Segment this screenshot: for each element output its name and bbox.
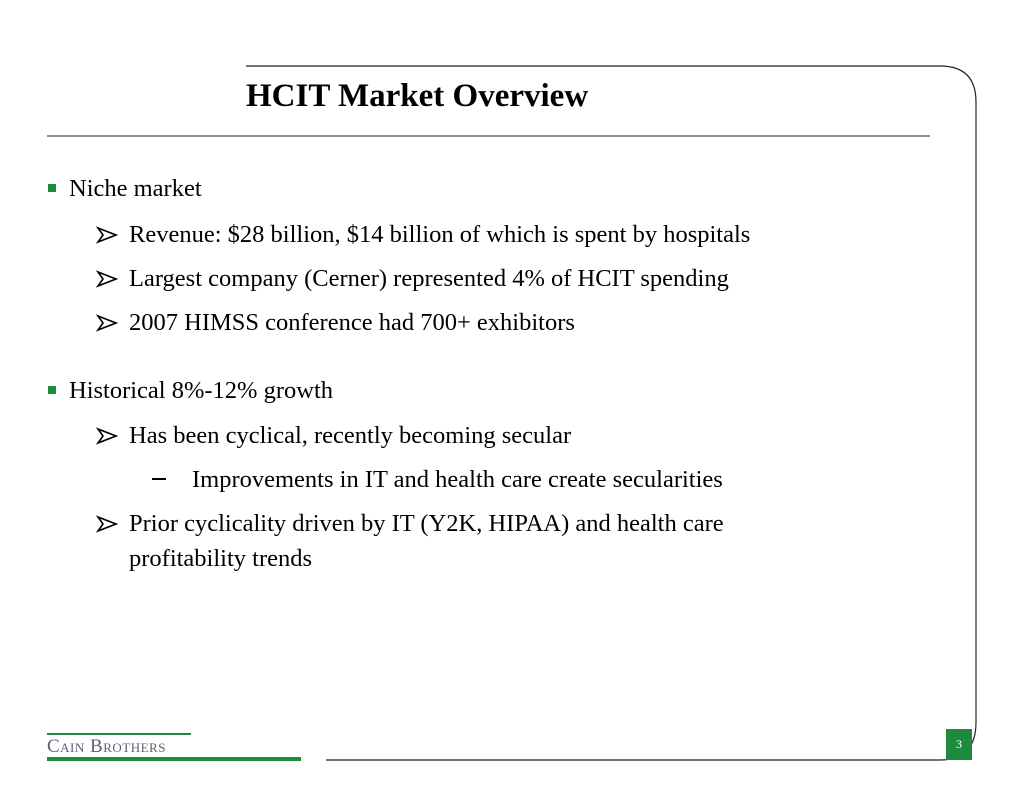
arrow-bullet-icon	[96, 515, 118, 533]
item-prior-cyclicality: Prior cyclicality driven by IT (Y2K, HIPAA) and health care	[129, 510, 724, 537]
arrow-bullet-icon	[96, 270, 118, 288]
arrow-bullet-icon	[96, 314, 118, 332]
cain-brothers-logo: Cain Brothers	[47, 736, 166, 757]
arrow-bullet-icon	[96, 427, 118, 445]
item-cyclical: Has been cyclical, recently becoming secular	[129, 422, 572, 449]
bullet-square-icon	[48, 386, 56, 394]
dash-bullet-icon	[152, 478, 166, 480]
bullet-square-icon	[48, 184, 56, 192]
arrow-bullet-icon	[96, 226, 118, 244]
bullet-historical-growth: Historical 8%-12% growth	[69, 377, 333, 404]
frame-border	[246, 66, 976, 760]
slide-title: HCIT Market Overview	[246, 78, 589, 114]
item-himss: 2007 HIMSS conference had 700+ exhibitors	[129, 309, 575, 336]
item-prior-cyclicality-cont: profitability trends	[129, 545, 313, 572]
item-revenue: Revenue: $28 billion, $14 billion of which is spent by hospitals	[129, 221, 751, 248]
logo-bottom-rule	[47, 757, 301, 761]
item-largest-company: Largest company (Cerner) represented 4% of HCIT spending	[129, 265, 729, 292]
page-number: 3	[946, 729, 972, 760]
logo-top-rule	[47, 733, 191, 735]
subitem-improvements: Improvements in IT and health care create secularities	[192, 466, 723, 493]
bullet-niche-market: Niche market	[69, 175, 202, 202]
